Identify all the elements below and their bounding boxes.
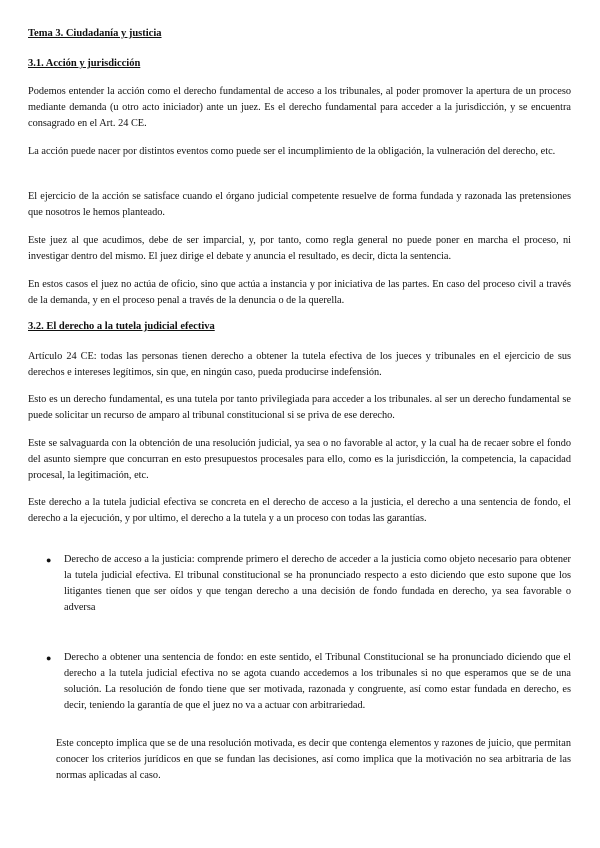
paragraph: Podemos entender la acción como el derecho fundamental de acceso a los tribunales, al poder promover la apertura de un proceso mediante demanda (u otro acto iniciador) ante un juez. Es el derecho fundamental para acceder a la jurisdicción, y se encuentra consagrado en el Art. 24 CE.	[28, 86, 571, 129]
list-item-text: Derecho a obtener una sentencia de fondo: en este sentido, el Tribunal Constitucional se ha pronunciado diciendo que el derecho a la tutela judicial efectiva no se agota cuando accedemos a los tribunales si no que esperamos que se de una solución. La resolución de fondo tiene que ser motivada, razonada y congruente, así como estar fundada en derecho, es decir, teniendo la garantía de que el juez no va a actuar con arbitrariedad.	[64, 652, 571, 711]
list-item-text: Derecho de acceso a la justicia: comprende primero el derecho de acceder a la justicia como objeto necesario para obtener la tutela judicial efectiva. El tribunal constitucional se ha pronunciado respecto a esto diciendo que esto supone que los litigantes tienen que ser oídos y que tengan derecho a una decisión de fondo fundada en derecho, ya sea favorable o adversa	[64, 554, 571, 613]
paragraph: Este juez al que acudimos, debe de ser imparcial, y, por tanto, como regla general no puede poner en marcha el proceso, ni investigar dentro del mismo. El juez dirige el debate y anuncia el resultado, es decir, dicta la sentencia.	[28, 235, 571, 262]
bullet-icon: ●	[46, 653, 52, 663]
paragraph: El ejercicio de la acción se satisface cuando el órgano judicial competente resuelve de forma fundada y razonada las pretensiones que nosotros le hemos planteado.	[28, 191, 571, 218]
document-title: Tema 3. Ciudadanía y justicia	[28, 28, 162, 39]
paragraph: Este derecho a la tutela judicial efectiva se concreta en el derecho de acceso a la justicia, el derecho a una sentencia de fondo, el derecho a la ejecución, y por ultimo, el derecho a la tutela y a un proceso con todas las garantías.	[28, 497, 571, 524]
section-heading-accion-jurisdiccion: 3.1. Acción y jurisdicción	[28, 58, 141, 69]
closing-paragraph: Este concepto implica que se de una resolución motivada, es decir que contenga elementos y razones de juicio, que permitan conocer los criterios jurídicos en que se fundan las decisiones, así como implica que la motivación no sea arbitraria de las normas aplicadas al caso.	[56, 738, 571, 781]
list-item	[46, 650, 571, 714]
bullet-icon: ●	[46, 555, 52, 565]
paragraph: Este se salvaguarda con la obtención de una resolución judicial, ya sea o no favorable al actor, y la cual ha de recaer sobre el fondo del asunto siempre que concurran en esto presupuestos procesales para ello, como es la jurisdicción, la competencia, la capacidad procesal, la legitimación, etc.	[28, 438, 571, 481]
paragraph: Artículo 24 CE: todas las personas tienen derecho a obtener la tutela efectiva de los jueces y tribunales en el ejercicio de sus derechos e intereses legítimos, sin que, en ningún caso, pueda producirse indefensión.	[28, 351, 571, 378]
section-heading-tutela-judicial: 3.2. El derecho a la tutela judicial efectiva	[28, 321, 215, 332]
paragraph: En estos casos el juez no actúa de oficio, sino que actúa a instancia y por iniciativa de las partes. En caso del proceso civil a través de la demanda, y en el proceso penal a través de la denuncia o de la querella.	[28, 279, 571, 306]
paragraph: La acción puede nacer por distintos eventos como puede ser el incumplimiento de la obligación, la vulneración del derecho, etc.	[28, 146, 556, 157]
paragraph: Esto es un derecho fundamental, es una tutela por tanto privilegiada para acceder a los tribunales. al ser un derecho fundamental se puede solicitar un recurso de amparo al tribunal constitucional si se priva de ese derecho.	[28, 394, 571, 421]
list-item	[46, 552, 571, 616]
